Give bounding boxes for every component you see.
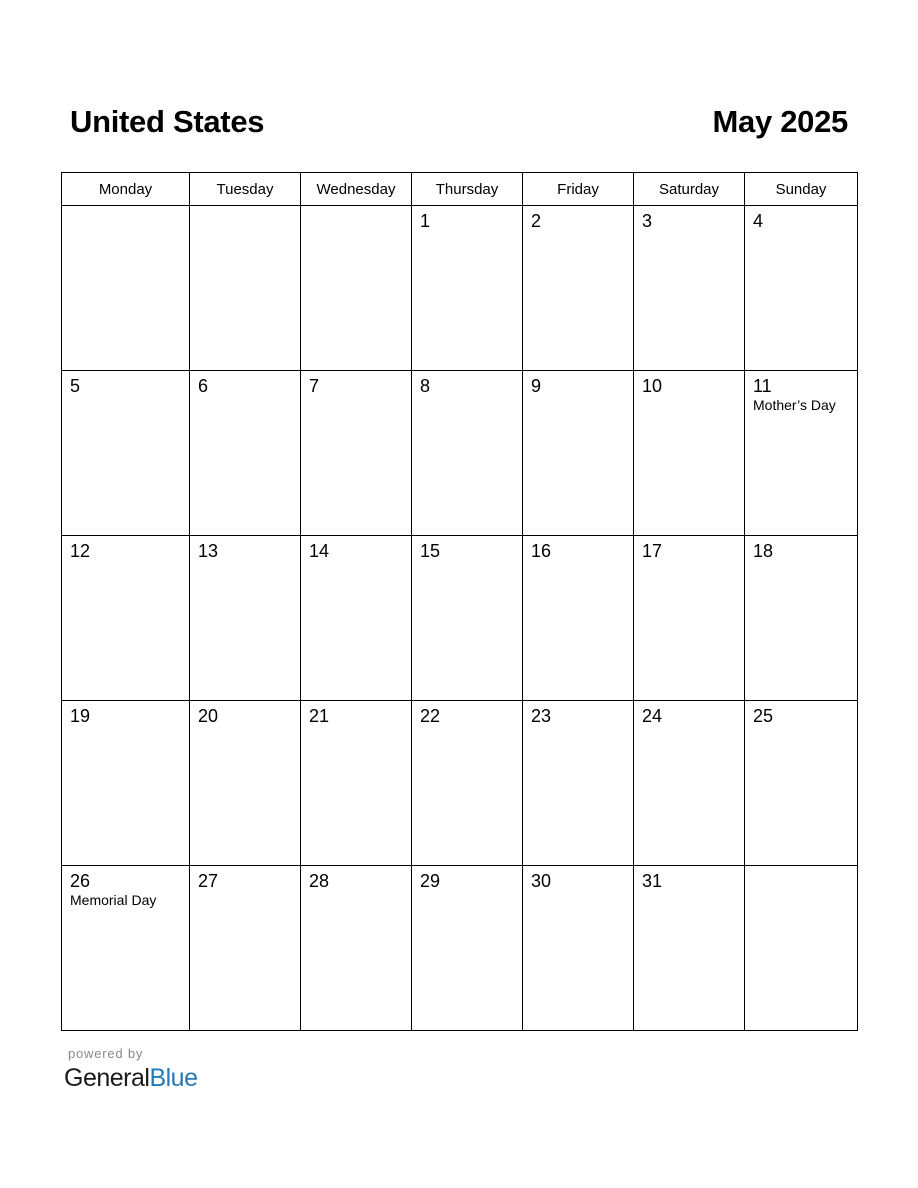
day-cell	[634, 206, 745, 371]
day-cell	[745, 866, 858, 1031]
day-number: 31	[642, 871, 663, 891]
day-cell	[190, 701, 301, 866]
month-year-title: May 2025	[712, 104, 848, 139]
weekday-header: Monday	[62, 173, 190, 206]
brand-logo	[64, 1064, 198, 1093]
day-cell	[412, 371, 523, 536]
day-cell	[62, 536, 190, 701]
day-number: 18	[753, 541, 774, 561]
day-number: 29	[420, 871, 441, 891]
day-cell	[634, 371, 745, 536]
day-number: 11	[753, 376, 772, 396]
day-number: 26	[70, 871, 91, 891]
day-cell	[634, 701, 745, 866]
day-cell	[634, 536, 745, 701]
day-number: 30	[531, 871, 552, 891]
holiday-label: Mother’s Day	[753, 397, 836, 413]
week-row	[62, 206, 858, 371]
day-cell	[190, 536, 301, 701]
day-cell	[62, 701, 190, 866]
weekday-header: Saturday	[634, 173, 745, 206]
day-cell	[745, 371, 858, 536]
day-number: 28	[309, 871, 330, 891]
brand-logo-part2: Blue	[149, 1064, 198, 1092]
day-number: 3	[642, 211, 653, 231]
day-number: 25	[753, 706, 774, 726]
day-number: 2	[531, 211, 542, 231]
day-number: 5	[70, 376, 81, 396]
brand-logo-part1: General	[64, 1064, 150, 1092]
day-cell	[412, 536, 523, 701]
day-cell	[523, 371, 634, 536]
day-number: 22	[420, 706, 441, 726]
week-row	[62, 371, 858, 536]
day-number: 19	[70, 706, 91, 726]
day-number: 6	[198, 376, 209, 396]
day-cell	[523, 206, 634, 371]
day-number: 21	[309, 706, 330, 726]
weekday-header: Thursday	[412, 173, 523, 206]
day-cell	[523, 866, 634, 1031]
day-cell	[523, 701, 634, 866]
day-number: 24	[642, 706, 663, 726]
week-row	[62, 536, 858, 701]
day-number: 16	[531, 541, 552, 561]
day-cell	[523, 536, 634, 701]
day-cell	[190, 371, 301, 536]
day-cell	[62, 866, 190, 1031]
day-cell	[412, 701, 523, 866]
day-cell	[412, 866, 523, 1031]
day-number: 8	[420, 376, 431, 396]
day-number: 13	[198, 541, 219, 561]
day-cell	[745, 206, 858, 371]
week-row	[62, 866, 858, 1031]
day-number: 23	[531, 706, 552, 726]
day-number: 4	[753, 211, 764, 231]
holiday-label: Memorial Day	[70, 892, 157, 908]
weekday-header: Sunday	[745, 173, 858, 206]
day-cell	[634, 866, 745, 1031]
day-number: 15	[420, 541, 441, 561]
day-number: 12	[70, 541, 91, 561]
weekday-header-row	[62, 173, 858, 206]
day-number: 14	[309, 541, 330, 561]
powered-by-label: powered by	[68, 1046, 144, 1061]
day-cell	[62, 371, 190, 536]
weekday-header: Friday	[523, 173, 634, 206]
weekday-header: Tuesday	[190, 173, 301, 206]
day-cell	[301, 536, 412, 701]
day-cell	[301, 701, 412, 866]
day-number: 17	[642, 541, 663, 561]
day-cell	[745, 701, 858, 866]
day-cell	[190, 866, 301, 1031]
day-number: 10	[642, 376, 663, 396]
weekday-header: Wednesday	[301, 173, 412, 206]
day-cell	[301, 371, 412, 536]
day-cell	[62, 206, 190, 371]
day-number: 20	[198, 706, 219, 726]
day-number: 1	[420, 211, 431, 231]
day-number: 7	[309, 376, 320, 396]
day-number: 9	[531, 376, 542, 396]
day-cell	[301, 206, 412, 371]
day-cell	[190, 206, 301, 371]
calendar-grid	[61, 172, 858, 1031]
day-cell	[301, 866, 412, 1031]
day-cell	[745, 536, 858, 701]
day-cell	[412, 206, 523, 371]
country-title: United States	[70, 104, 265, 139]
day-number: 27	[198, 871, 219, 891]
week-row	[62, 701, 858, 866]
